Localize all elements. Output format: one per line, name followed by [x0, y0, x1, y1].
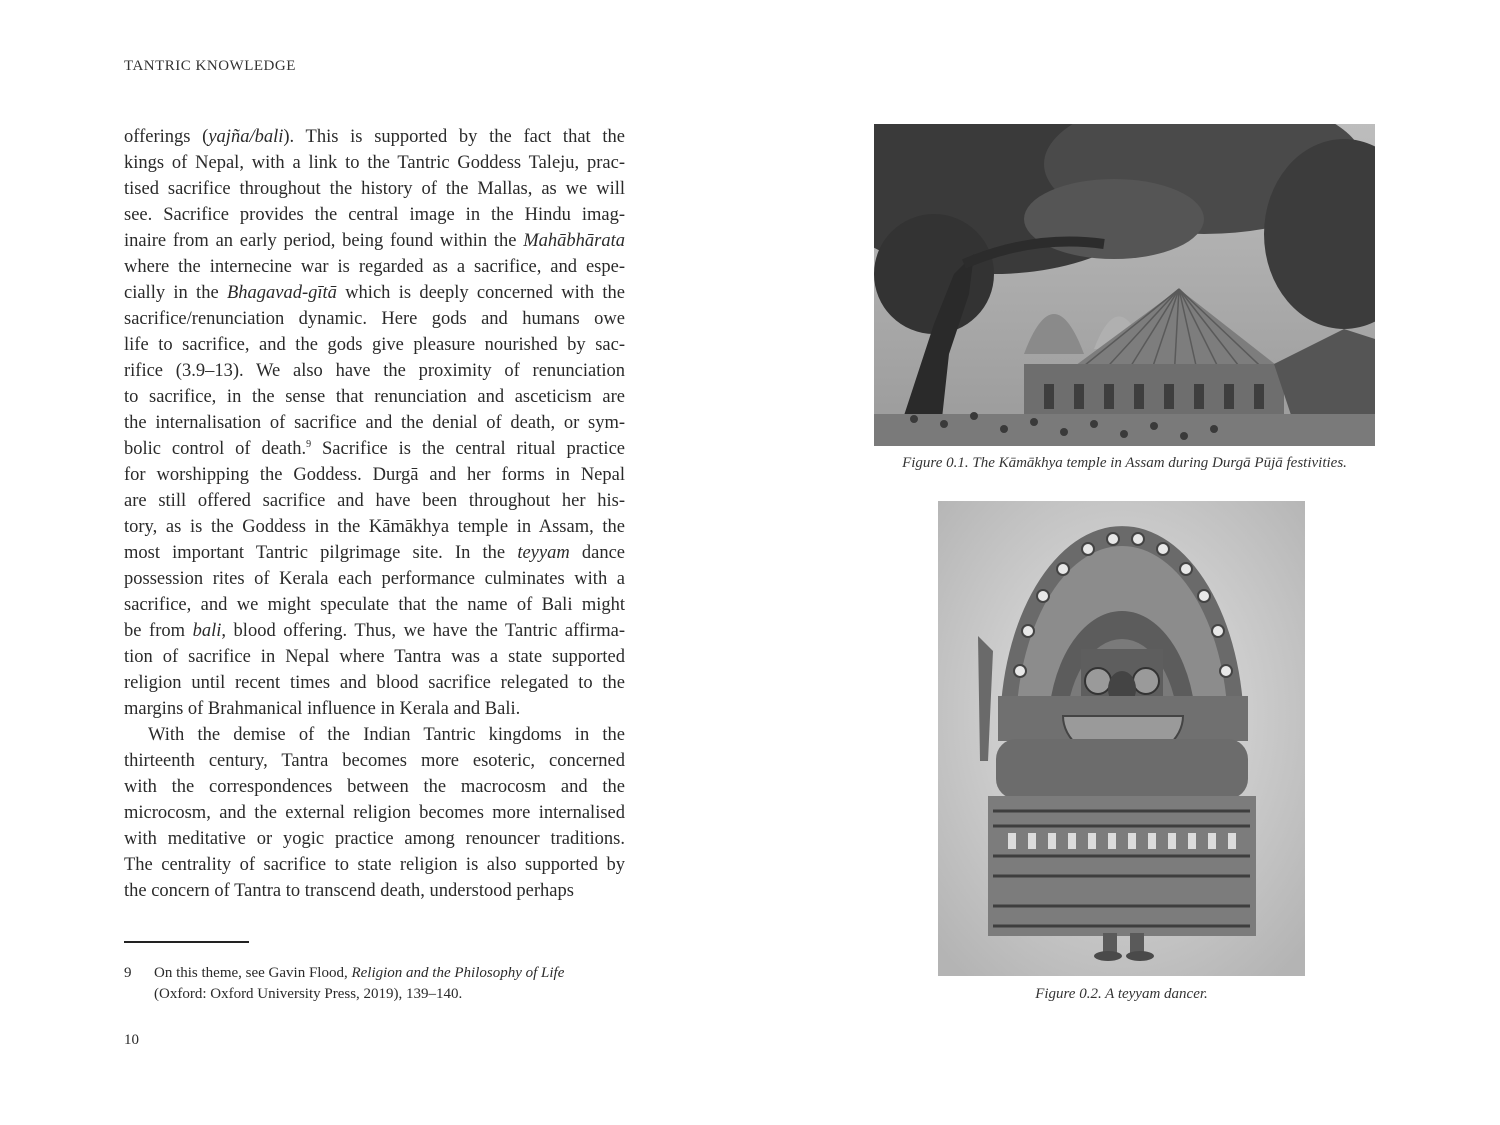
- body-line: [124, 150, 625, 176]
- text-run: ). This is supported by the fact that the: [283, 127, 626, 147]
- page-number: 10: [124, 1032, 139, 1048]
- body-line: [124, 774, 625, 800]
- text-run: bolic control of death.: [124, 439, 307, 459]
- text-run: see. Sacrifice provides the central image in the Hindu imag-: [124, 205, 625, 225]
- text-run: kings of Nepal, with a link to the Tantric Goddess Taleju, prac-: [124, 153, 625, 173]
- body-line: [124, 332, 625, 358]
- text-run: to sacrifice, in the sense that renunciation and asceticism are: [124, 387, 625, 407]
- figure-temple-photo: [874, 124, 1375, 446]
- body-line: [124, 670, 625, 696]
- footnote-number: 9: [124, 965, 132, 981]
- text-run: microcosm, and the external religion becomes more internalised: [124, 803, 625, 823]
- body-line: [124, 254, 625, 280]
- body-line: [124, 462, 625, 488]
- footnote-text-pre: On this theme, see Gavin Flood,: [154, 965, 352, 981]
- text-run: life to sacrifice, and the gods give pleasure nourished by sac-: [124, 335, 625, 355]
- body-line: [124, 852, 625, 878]
- text-run: tised sacrifice throughout the history of the Mallas, as we will: [124, 179, 625, 199]
- text-run: offerings (: [124, 127, 209, 147]
- body-text: [124, 124, 625, 904]
- body-line: [124, 592, 625, 618]
- text-run: which is deeply concerned with the: [336, 283, 625, 303]
- body-line: [124, 124, 625, 150]
- body-line: [124, 748, 625, 774]
- body-line: [124, 644, 625, 670]
- text-run: tory, as is the Goddess in the Kāmākhya temple in Assam, the: [124, 517, 625, 537]
- text-run: , blood offering. Thus, we have the Tantric affirma-: [221, 621, 625, 641]
- footnote-rule: [124, 941, 249, 943]
- body-line: [124, 514, 625, 540]
- text-run: thirteenth century, Tantra becomes more esoteric, concerned: [124, 751, 625, 771]
- footnote: [124, 963, 625, 1005]
- footnote-book-title: Religion and the Philosophy of Life: [351, 965, 565, 981]
- figure-teyyam-dancer: [938, 501, 1305, 976]
- text-run: With the demise of the Indian Tantric kingdoms in the: [148, 725, 625, 745]
- body-line: [124, 696, 625, 722]
- text-run: Sacrifice is the central ritual practice: [311, 439, 625, 459]
- text-run: be from: [124, 621, 193, 641]
- body-line: [124, 540, 625, 566]
- figure-caption-1: Figure 0.1. The Kāmākhya temple in Assam during Durgā Pūjā festivities.: [902, 455, 1347, 471]
- body-line: [124, 618, 625, 644]
- body-line: [124, 566, 625, 592]
- italic-term: yajña/bali: [208, 127, 284, 147]
- body-line: [124, 878, 625, 904]
- text-run: possession rites of Kerala each performance culminates with a: [124, 569, 625, 589]
- text-run: rifice (3.9–13). We also have the proximity of renunciation: [124, 361, 625, 381]
- text-run: for worshipping the Goddess. Durgā and her forms in Nepal: [124, 465, 625, 485]
- text-run: dance: [569, 543, 625, 563]
- text-run: The centrality of sacrifice to state religion is also supported by: [124, 855, 625, 875]
- text-run: the concern of Tantra to transcend death, understood perhaps: [124, 881, 574, 901]
- body-line: [124, 202, 625, 228]
- italic-term: Bhagavad-gītā: [226, 283, 337, 303]
- text-run: the internalisation of sacrifice and the denial of death, or sym-: [124, 413, 625, 433]
- body-line: [124, 176, 625, 202]
- text-run: inaire from an early period, being found within the: [124, 231, 524, 251]
- text-run: are still offered sacrifice and have been throughout her his-: [124, 491, 625, 511]
- body-line: [124, 358, 625, 384]
- body-line: [124, 228, 625, 254]
- body-line: [124, 800, 625, 826]
- running-head: TANTRIC KNOWLEDGE: [124, 58, 296, 74]
- italic-term: bali: [192, 621, 222, 641]
- body-line: [124, 488, 625, 514]
- text-run: religion until recent times and blood sacrifice relegated to the: [124, 673, 625, 693]
- footnote-ref: 9: [306, 439, 312, 450]
- text-run: margins of Brahmanical influence in Kerala and Bali.: [124, 699, 521, 719]
- text-run: sacrifice, and we might speculate that the name of Bali might: [124, 595, 625, 615]
- body-line: [124, 410, 625, 436]
- figure-caption-2: Figure 0.2. A teyyam dancer.: [1035, 986, 1208, 1002]
- text-run: where the internecine war is regarded as a sacrifice, and espe-: [124, 257, 625, 277]
- text-run: with the correspondences between the macrocosm and the: [124, 777, 625, 797]
- text-run: most important Tantric pilgrimage site. In the: [124, 543, 518, 563]
- text-run: with meditative or yogic practice among renouncer traditions.: [124, 829, 625, 849]
- body-line: [124, 722, 625, 748]
- text-run: tion of sacrifice in Nepal where Tantra was a state supported: [124, 647, 625, 667]
- body-line: [124, 306, 625, 332]
- body-line: [124, 436, 625, 462]
- italic-term: Mahābhārata: [523, 231, 625, 251]
- text-run: sacrifice/renunciation dynamic. Here gods and humans owe: [124, 309, 625, 329]
- text-run: cially in the: [124, 283, 227, 303]
- body-line: [124, 826, 625, 852]
- italic-term: teyyam: [517, 543, 570, 563]
- footnote-citation: (Oxford: Oxford University Press, 2019), 139–140.: [154, 986, 463, 1002]
- body-line: [124, 280, 625, 306]
- body-line: [124, 384, 625, 410]
